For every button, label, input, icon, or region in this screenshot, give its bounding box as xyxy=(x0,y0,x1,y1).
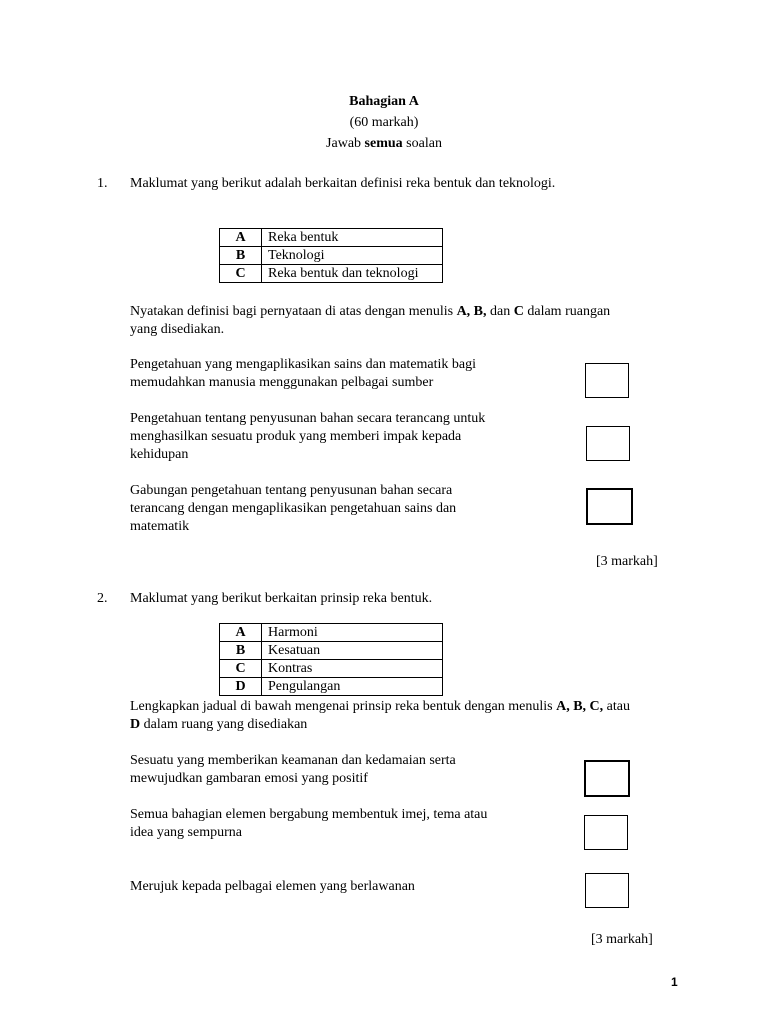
table-value: Harmoni xyxy=(262,624,443,642)
q2-instruction: Lengkapkan jadual di bawah mengenai prinsip reka bentuk dengan menulis A, B, C, atau D dalam ruang yang disediakan xyxy=(130,699,630,732)
table-value: Pengulangan xyxy=(262,678,443,696)
q1-item-3: Gabungan pengetahuan tentang penyusunan bahan secara terancang dengan mengaplikasikan pengetahuan sains dan matematik xyxy=(130,483,457,534)
page-number: 1 xyxy=(671,975,678,989)
table-row xyxy=(220,265,443,283)
table-key: A xyxy=(220,624,262,642)
table-row xyxy=(220,678,443,696)
table-row xyxy=(220,247,443,265)
table-value: Kesatuan xyxy=(262,642,443,660)
table-key: B xyxy=(220,642,262,660)
q2-marks: [3 markah] xyxy=(591,932,653,947)
q1-stem: Maklumat yang berikut adalah berkaitan definisi reka bentuk dan teknologi. xyxy=(130,176,556,191)
table-value: Teknologi xyxy=(262,247,443,265)
q1-answer-box-3[interactable] xyxy=(586,488,633,525)
table-key: C xyxy=(220,660,262,678)
q2-answer-box-1[interactable] xyxy=(584,760,630,797)
table-row xyxy=(220,660,443,678)
table-key: B xyxy=(220,247,262,265)
table-value: Reka bentuk dan teknologi xyxy=(262,265,443,283)
q1-marks: [3 markah] xyxy=(596,554,658,569)
q2-answer-box-3[interactable] xyxy=(585,873,629,908)
q1-table xyxy=(219,228,443,283)
table-value: Kontras xyxy=(262,660,443,678)
q1-instruction: Nyatakan definisi bagi pernyataan di atas dengan menulis A, B, dan C dalam ruangan yang disediakan. xyxy=(130,304,611,337)
q2-item-3: Merujuk kepada pelbagai elemen yang berlawanan xyxy=(130,879,415,894)
q2-table xyxy=(219,623,443,696)
q2-item-1: Sesuatu yang memberikan keamanan dan kedamaian serta mewujudkan gambaran emosi yang positif xyxy=(130,753,456,786)
section-marks: (60 markah) xyxy=(349,115,419,130)
table-row xyxy=(220,642,443,660)
table-row xyxy=(220,229,443,247)
q2-stem: Maklumat yang berikut berkaitan prinsip reka bentuk. xyxy=(130,591,433,606)
q1-item-2: Pengetahuan tentang penyusunan bahan secara terancang untuk menghasilkan sesuatu produk yang memberi impak kepada kehidupan xyxy=(130,411,486,462)
q2-item-2: Semua bahagian elemen bergabung membentuk imej, tema atau idea yang sempurna xyxy=(130,807,488,840)
table-row xyxy=(220,624,443,642)
q1-answer-box-1[interactable] xyxy=(585,363,629,398)
section-instruction: Jawab semua soalan xyxy=(326,136,442,151)
q1-number: 1. xyxy=(97,176,108,191)
section-title: Bahagian A xyxy=(349,94,419,109)
q2-number: 2. xyxy=(97,591,108,606)
table-key: D xyxy=(220,678,262,696)
table-value: Reka bentuk xyxy=(262,229,443,247)
q2-answer-box-2[interactable] xyxy=(584,815,628,850)
table-key: C xyxy=(220,265,262,283)
q1-item-1: Pengetahuan yang mengaplikasikan sains dan matematik bagi memudahkan manusia menggunakan pelbagai sumber xyxy=(130,357,477,390)
q1-answer-box-2[interactable] xyxy=(586,426,630,461)
table-key: A xyxy=(220,229,262,247)
